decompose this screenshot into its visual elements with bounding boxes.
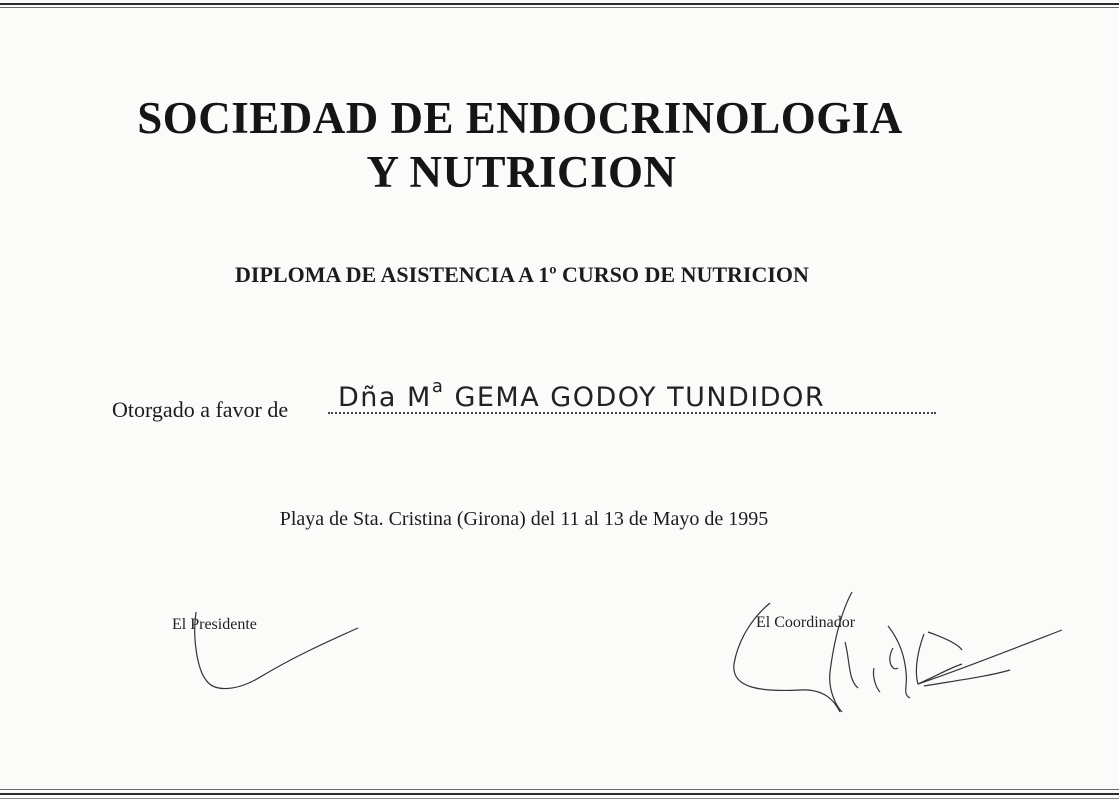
awarded-to-label: Otorgado a favor de <box>112 397 289 422</box>
event-place-date: Playa de Sta. Cristina (Girona) del 11 al 13 de Mayo de 1995 <box>279 508 769 530</box>
coordinator-label: El Coordinador <box>756 614 856 631</box>
diploma-title: DIPLOMA DE ASISTENCIA A 1º CURSO DE NUTRICION <box>235 262 809 287</box>
recipient-prefix-superscript: a <box>431 376 445 397</box>
bottom-border-thick <box>0 793 1119 795</box>
bottom-border-thin <box>0 789 1119 790</box>
organization-title-line2: Y NUTRICION <box>366 147 677 197</box>
bottom-border-faint <box>0 798 1119 799</box>
coordinator-signature <box>734 592 1062 712</box>
recipient-full-name: GEMA GODOY TUNDIDOR <box>444 382 826 413</box>
president-label: El Presidente <box>172 616 257 633</box>
president-signature <box>195 612 358 689</box>
organization-title-line1: SOCIEDAD DE ENDOCRINOLOGIA <box>137 93 903 143</box>
recipient-prefix: Dña M <box>338 382 432 413</box>
